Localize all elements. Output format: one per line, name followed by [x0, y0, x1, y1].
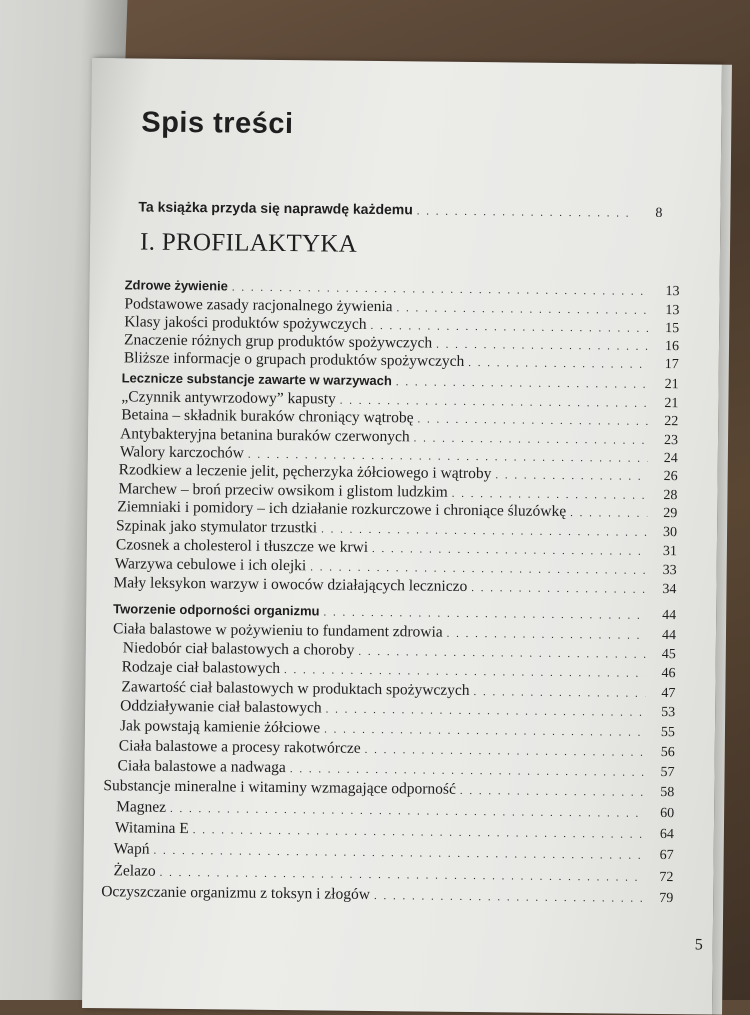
dot-leader	[170, 803, 644, 820]
toc-entry-page: 24	[663, 451, 678, 467]
toc-entry-page: 16	[664, 339, 680, 355]
toc-chapter-label: Zdrowe żywienie	[124, 277, 229, 294]
dot-leader	[232, 281, 650, 297]
dot-leader	[290, 763, 645, 779]
toc-entry-label: Walory karczochów	[119, 443, 244, 462]
page-title: Spis treści	[141, 106, 294, 141]
dot-leader	[460, 785, 645, 799]
dot-leader	[452, 488, 648, 502]
page-number: 5	[694, 936, 703, 954]
toc-entry-label: Bliższe informacje o grupach produktów spożywczych	[123, 349, 465, 370]
toc-entry-page: 26	[663, 469, 678, 485]
toc-entry-label: Niedobór ciał balastowych a choroby	[122, 639, 355, 659]
toc-entry-label: Marchew – broń przeciw owsikom i glistom ludzkim	[118, 480, 448, 501]
dot-leader	[323, 606, 646, 621]
toc-entry-label: Ziemniaki i pomidory – ich działanie rozkurczowe i chroniące śluzówkę	[117, 498, 567, 520]
toc-entry-page: 44	[661, 628, 677, 644]
dot-leader	[374, 890, 643, 905]
dot-leader	[468, 357, 649, 371]
toc-entry-label: Zawartość ciał balastowych w produktach spożywczych	[121, 678, 470, 699]
toc-entry-page: 47	[661, 685, 676, 702]
dot-leader	[396, 376, 649, 391]
toc-entry-page: 17	[664, 357, 679, 373]
book-page	[82, 58, 722, 1015]
toc-intro-row	[138, 198, 662, 223]
dot-leader	[340, 395, 649, 410]
toc-entry-page: 31	[662, 544, 677, 560]
toc-entry-label: Szpinak jako stymulator trzustki	[116, 517, 318, 537]
toc-entry-label: Betaina – składnik buraków chroniący wątrobę	[121, 406, 414, 427]
toc-entry-page: 33	[662, 563, 677, 579]
dot-leader	[495, 469, 647, 483]
toc-entry-page: 21	[664, 377, 679, 393]
toc-entry-label: Mały leksykon warzyw i owoców działających leczniczo	[113, 574, 468, 595]
dot-leader	[326, 703, 646, 718]
toc-entry-page: 15	[665, 321, 680, 337]
toc-entry-page: 64	[659, 826, 674, 843]
toc-entry-label: Znaczenie różnych grup produktów spożywczych	[123, 331, 433, 352]
toc-entry-label: Żelazo	[113, 862, 156, 880]
toc-entry-page: 55	[660, 724, 676, 741]
toc-entry-page: 57	[660, 764, 675, 781]
toc-entry-page: 44	[662, 608, 677, 624]
toc-entry-page: 13	[665, 284, 680, 300]
toc-chapter-label: Lecznicze substancje zawarte w warzywach	[121, 370, 392, 389]
toc-entry-page: 46	[661, 665, 676, 682]
dot-leader	[371, 320, 650, 335]
toc-entry-label: Oddziaływanie ciał balastowych	[120, 697, 322, 717]
toc-entry-page: 56	[660, 744, 675, 761]
toc-entry-label: Jak powstają kamienie żółciowe	[119, 717, 321, 737]
toc-entry-page: 79	[659, 890, 674, 907]
toc-entry-page: 60	[660, 805, 675, 822]
toc-entry-label: Ciała balastowe w pożywieniu to fundament zdrowia	[112, 620, 443, 641]
toc-entry-page: 45	[661, 646, 676, 663]
toc-entry-label: Oczyszczanie organizmu z toksyn i złogów	[101, 883, 371, 903]
dot-leader	[474, 686, 646, 700]
toc-entry-page: 23	[663, 433, 679, 449]
toc-entry-label: Substancje mineralne i witaminy wzmagające odporność	[103, 777, 456, 798]
dot-leader	[358, 646, 646, 661]
toc-intro-page: 8	[655, 205, 663, 221]
dot-leader	[396, 302, 649, 317]
section-title: I. PROFILAKTYKA	[139, 228, 358, 258]
dot-leader	[153, 845, 643, 862]
toc-entry-label: Ciała balastowe a procesy rakotwórcze	[118, 737, 361, 757]
dot-leader	[417, 205, 633, 219]
dot-leader	[372, 543, 647, 558]
toc-entry-label: Rodzaje ciał balastowych	[121, 658, 281, 678]
dot-leader	[570, 507, 647, 520]
toc-entry-page: 34	[662, 582, 677, 598]
dot-leader	[447, 628, 646, 642]
toc-entry-label: Ciała balastowe a nadwaga	[117, 757, 286, 777]
dot-leader	[436, 339, 649, 353]
toc-entry-page: 13	[665, 303, 680, 319]
toc-entry-label: Magnez	[116, 798, 167, 816]
dot-leader	[284, 664, 646, 680]
toc-entry-label: Czosnek a cholesterol i tłuszcze we krwi	[115, 536, 369, 556]
toc-entry-page: 22	[664, 414, 679, 430]
toc-entry-page: 21	[664, 396, 679, 412]
toc-entry-label: „Czynnik antywrzodowy” kapusty	[121, 388, 336, 408]
dot-leader	[471, 582, 646, 596]
toc-entry-page: 58	[660, 784, 675, 801]
toc-entry-label: Podstawowe zasady racjonalnego żywienia	[124, 295, 393, 316]
toc-intro-label: Ta książka przyda się naprawdę każdemu	[138, 198, 413, 218]
toc-entry-page: 28	[663, 488, 678, 504]
toc-entry-label: Rzodkiew a leczenie jelit, pęcherzyka żółciowego i wątroby	[118, 461, 492, 483]
dot-leader	[310, 561, 647, 577]
dot-leader	[365, 744, 645, 759]
toc-entry-label: Witamina E	[114, 819, 189, 838]
toc-chapter-label: Tworzenie odporności organizmu	[113, 601, 320, 619]
toc-entry-label: Klasy jakości produktów spożywczych	[124, 313, 367, 333]
toc-entry-page: 29	[663, 506, 678, 522]
dot-leader	[414, 432, 648, 446]
toc-entry-label: Wapń	[113, 840, 150, 858]
toc-entry-page: 72	[659, 869, 674, 886]
dot-leader	[160, 867, 644, 884]
dot-leader	[324, 723, 645, 738]
dot-leader	[417, 413, 648, 427]
toc-entry-page: 67	[659, 847, 674, 864]
toc-entry-page: 53	[661, 704, 676, 721]
dot-leader	[321, 523, 647, 538]
toc-entry-label: Warzywa cebulowe i ich olejki	[114, 555, 307, 575]
dot-leader	[193, 824, 644, 841]
toc-entry-page: 30	[662, 525, 678, 541]
toc-entry-label: Antybakteryjna betanina buraków czerwonych	[119, 425, 410, 446]
